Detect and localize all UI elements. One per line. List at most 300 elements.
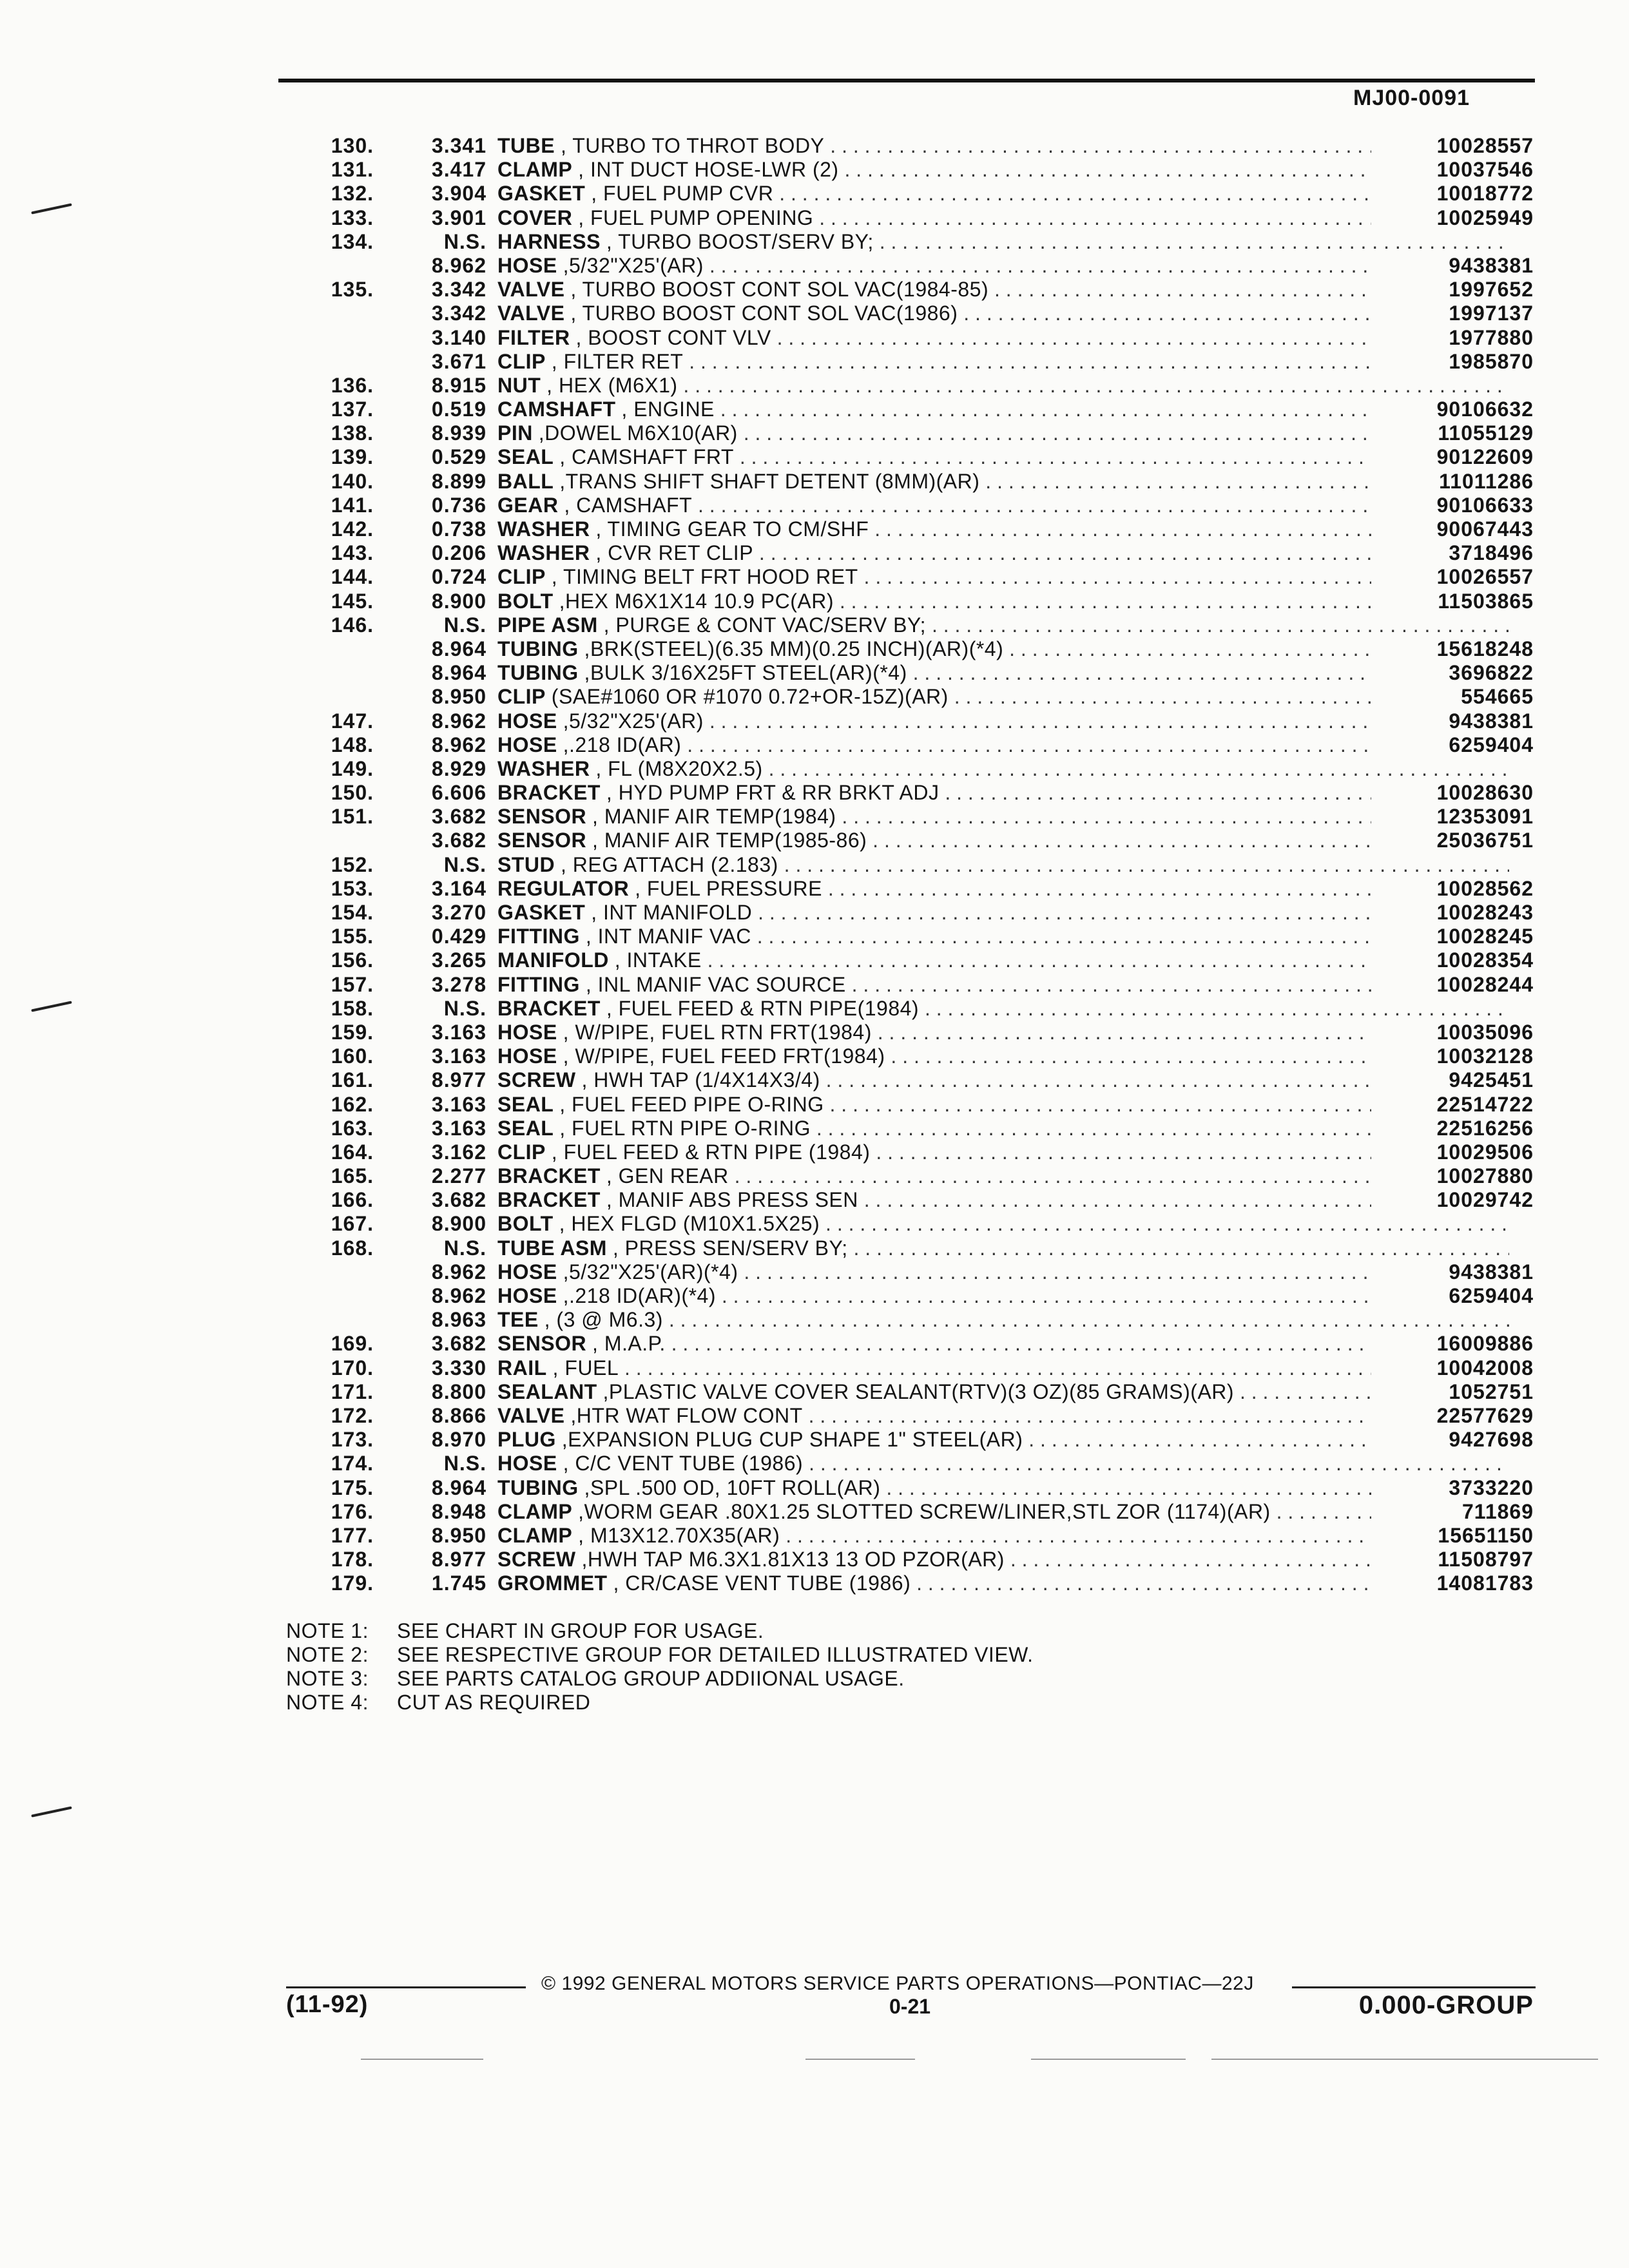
part-name: CLIP	[497, 685, 546, 709]
part-name: HOSE	[497, 1020, 557, 1044]
item-number: 131.	[331, 158, 374, 182]
part-row	[271, 781, 1534, 805]
group-number: 8.962	[431, 253, 487, 277]
part-name: PIPE ASM	[497, 613, 598, 637]
part-name: CLIP	[497, 565, 546, 589]
part-row	[271, 374, 1534, 398]
part-name: WASHER	[497, 756, 590, 780]
item-number: 146.	[331, 613, 374, 637]
part-spec: , CVR RET CLIP	[595, 541, 754, 565]
part-name: HOSE	[497, 1260, 557, 1283]
item-number: 150.	[331, 781, 374, 805]
group-number: 3.342	[431, 278, 487, 302]
part-description	[497, 421, 1509, 445]
note-label: NOTE 2:	[286, 1643, 369, 1666]
part-number: 10026557	[1371, 565, 1534, 589]
part-spec: , CR/CASE VENT TUBE (1986)	[613, 1571, 911, 1595]
item-number: 159.	[331, 1020, 374, 1044]
part-spec: , C/C VENT TUBE (1986)	[563, 1452, 804, 1475]
group-number: 3.904	[431, 182, 487, 206]
part-description	[497, 590, 1509, 613]
part-name: HOSE	[497, 1452, 557, 1475]
item-number: 133.	[331, 206, 374, 229]
part-row	[271, 494, 1534, 517]
item-number: 172.	[331, 1403, 374, 1427]
part-name: CLIP	[497, 349, 546, 373]
part-row	[271, 901, 1534, 925]
part-row	[271, 1236, 1534, 1260]
item-number: 139.	[331, 445, 374, 469]
part-name: SEAL	[497, 445, 554, 469]
part-name: GASKET	[497, 182, 586, 206]
group-number: N.S.	[443, 613, 487, 637]
part-spec: , TURBO BOOST CONT SOL VAC(1986)	[570, 302, 958, 325]
part-name: SEALANT	[497, 1379, 597, 1403]
part-row	[271, 134, 1534, 158]
part-number: 22514722	[1371, 1093, 1534, 1117]
part-description	[497, 326, 1509, 350]
note-line	[286, 1691, 1033, 1715]
part-name: SENSOR	[497, 805, 587, 829]
part-name: TUBE	[497, 134, 555, 157]
part-name: GEAR	[497, 493, 559, 517]
part-row	[271, 182, 1534, 206]
part-row	[271, 1308, 1534, 1332]
part-name: BALL	[497, 469, 554, 493]
item-number: 130.	[331, 134, 374, 157]
part-row	[271, 661, 1534, 685]
part-description	[497, 182, 1509, 206]
part-number: 554665	[1371, 685, 1534, 709]
part-number: 10028243	[1371, 901, 1534, 925]
part-name: PIN	[497, 421, 533, 445]
part-name: COVER	[497, 206, 573, 229]
part-row	[271, 254, 1534, 278]
part-row	[271, 590, 1534, 613]
part-description	[497, 470, 1509, 494]
group-number: 3.278	[431, 972, 487, 996]
group-number: 3.164	[431, 876, 487, 900]
group-number: 3.341	[431, 134, 487, 157]
part-spec: , M13X12.70X35(AR)	[578, 1523, 780, 1547]
part-spec: ,EXPANSION PLUG CUP SHAPE 1" STEEL(AR)	[561, 1428, 1023, 1452]
part-description	[497, 709, 1509, 733]
part-number: 11508797	[1371, 1548, 1534, 1571]
part-spec: ,5/32"X25'(AR)	[563, 253, 704, 277]
item-number: 134.	[331, 229, 374, 253]
item-number: 162.	[331, 1092, 374, 1116]
part-number: 10028562	[1371, 877, 1534, 901]
group-number: 8.962	[431, 709, 487, 733]
note-label: NOTE 3:	[286, 1667, 369, 1690]
part-spec: , FUEL	[552, 1356, 619, 1379]
part-number: 3696822	[1371, 661, 1534, 685]
group-number: 3.671	[431, 349, 487, 373]
part-number: 1997137	[1371, 302, 1534, 325]
part-description	[497, 997, 1509, 1021]
group-number: N.S.	[443, 229, 487, 253]
part-description	[497, 1212, 1509, 1236]
part-row	[271, 1068, 1534, 1092]
part-spec: ,WORM GEAR .80X1.25 SLOTTED SCREW/LINER,STL ZOR (1174)(AR)	[578, 1499, 1271, 1523]
part-name: SENSOR	[497, 829, 587, 852]
note-text: SEE RESPECTIVE GROUP FOR DETAILED ILLUSTRATED VIEW.	[397, 1643, 1034, 1666]
part-spec: , MANIF AIR TEMP(1985-86)	[592, 829, 867, 852]
part-description	[497, 1117, 1509, 1140]
part-description	[497, 1068, 1509, 1092]
group-number: 8.915	[431, 373, 487, 397]
item-number: 132.	[331, 182, 374, 206]
part-number: 90067443	[1371, 517, 1534, 541]
part-row	[271, 1044, 1534, 1068]
part-spec: , HYD PUMP FRT & RR BRKT ADJ	[606, 781, 940, 805]
part-description	[497, 374, 1509, 398]
part-name: WASHER	[497, 541, 590, 565]
part-description	[497, 1476, 1509, 1500]
part-name: HOSE	[497, 709, 557, 733]
part-number: 11503865	[1371, 590, 1534, 613]
part-description	[497, 733, 1509, 757]
part-spec: , FUEL RTN PIPE O-RING	[559, 1116, 811, 1140]
item-number: 169.	[331, 1332, 374, 1356]
part-row	[271, 805, 1534, 829]
part-name: FITTING	[497, 972, 580, 996]
part-spec: , INT MANIF VAC	[585, 925, 751, 948]
part-name: HARNESS	[497, 229, 601, 253]
part-spec: ,HWH TAP M6.3X1.81X13 13 OD PZOR(AR)	[581, 1548, 1005, 1571]
group-number: 8.939	[431, 421, 487, 445]
part-row	[271, 278, 1534, 302]
part-spec: ,BULK 3/16X25FT STEEL(AR)(*4)	[584, 661, 907, 685]
item-number: 161.	[331, 1068, 374, 1092]
note-text: SEE CHART IN GROUP FOR USAGE.	[397, 1619, 764, 1642]
part-name: GASKET	[497, 901, 586, 924]
part-name: VALVE	[497, 302, 565, 325]
part-spec: , HWH TAP (1/4X14X3/4)	[581, 1068, 820, 1092]
part-spec: , TIMING GEAR TO CM/SHF	[595, 517, 869, 541]
part-description	[497, 1500, 1509, 1524]
part-description	[497, 1044, 1509, 1068]
footer-rule	[1292, 1986, 1536, 1988]
group-number: 8.899	[431, 469, 487, 493]
group-number: 8.950	[431, 1523, 487, 1547]
part-number: 15618248	[1371, 637, 1534, 661]
item-number: 148.	[331, 733, 374, 756]
group-number: 3.265	[431, 948, 487, 972]
part-name: BRACKET	[497, 781, 601, 805]
part-description	[497, 877, 1509, 901]
part-spec: , INT DUCT HOSE-LWR (2)	[578, 158, 839, 182]
part-name: BOLT	[497, 1212, 554, 1236]
part-name: FILTER	[497, 325, 570, 349]
parts-list	[271, 134, 1534, 1595]
group-number: 8.964	[431, 1475, 487, 1499]
part-row	[271, 565, 1534, 589]
part-number: 25036751	[1371, 829, 1534, 852]
part-row	[271, 829, 1534, 852]
part-number: 90106632	[1371, 398, 1534, 421]
part-number: 9427698	[1371, 1428, 1534, 1452]
date-code: (11-92)	[286, 1991, 369, 2018]
item-number: 142.	[331, 517, 374, 541]
part-description	[497, 278, 1509, 302]
part-spec: , W/PIPE, FUEL RTN FRT(1984)	[563, 1020, 872, 1044]
group-number: 8.929	[431, 756, 487, 780]
group-number: 8.962	[431, 1260, 487, 1283]
part-number: 10035096	[1371, 1021, 1534, 1044]
part-description	[497, 613, 1509, 637]
part-description	[497, 1404, 1509, 1428]
item-number: 138.	[331, 421, 374, 445]
item-number: 171.	[331, 1379, 374, 1403]
part-spec: ,BRK(STEEL)(6.35 MM)(0.25 INCH)(AR)(*4)	[584, 637, 1004, 660]
part-name: SEAL	[497, 1116, 554, 1140]
group-number: 2.277	[431, 1164, 487, 1188]
item-number: 156.	[331, 948, 374, 972]
part-spec: , TURBO TO THROT BODY	[561, 134, 825, 157]
part-spec: , BOOST CONT VLV	[575, 325, 771, 349]
margin-mark	[31, 1001, 72, 1012]
part-number: 15651150	[1371, 1524, 1534, 1548]
item-number: 160.	[331, 1044, 374, 1068]
part-row	[271, 1428, 1534, 1452]
part-row	[271, 206, 1534, 230]
part-description	[497, 1236, 1509, 1260]
part-spec: , INT MANIFOLD	[591, 901, 753, 924]
margin-mark	[31, 1806, 72, 1817]
document-number: MJ00-0091	[1353, 86, 1470, 110]
part-row	[271, 925, 1534, 948]
part-name: BRACKET	[497, 1164, 601, 1188]
part-name: CLAMP	[497, 158, 573, 182]
group-number: 3.163	[431, 1044, 487, 1068]
part-number: 10028354	[1371, 948, 1534, 972]
group-number: 3.140	[431, 325, 487, 349]
part-description	[497, 1284, 1509, 1308]
part-number: 1977880	[1371, 326, 1534, 350]
part-name: NUT	[497, 373, 541, 397]
part-name: CAMSHAFT	[497, 398, 616, 421]
group-number: 8.977	[431, 1548, 487, 1571]
note-line	[286, 1667, 1033, 1691]
item-number: 163.	[331, 1116, 374, 1140]
group-number: 8.962	[431, 1284, 487, 1307]
part-row	[271, 1380, 1534, 1404]
part-number: 10029742	[1371, 1188, 1534, 1212]
part-spec: , INTAKE	[614, 948, 702, 972]
part-spec: , PURGE & CONT VAC/SERV BY;	[603, 613, 927, 637]
part-number: 10037546	[1371, 158, 1534, 182]
part-spec: , FUEL FEED PIPE O-RING	[559, 1092, 824, 1116]
item-number: 151.	[331, 805, 374, 829]
divider	[361, 2059, 483, 2060]
part-name: HOSE	[497, 253, 557, 277]
item-number: 165.	[331, 1164, 374, 1188]
part-number: 10028630	[1371, 781, 1534, 805]
part-description	[497, 853, 1509, 877]
part-number: 14081783	[1371, 1571, 1534, 1595]
part-row	[271, 997, 1534, 1021]
part-name: WASHER	[497, 517, 590, 541]
group-number: 3.163	[431, 1116, 487, 1140]
group-number: 3.270	[431, 901, 487, 924]
part-description	[497, 925, 1509, 948]
group-number: 8.964	[431, 661, 487, 685]
item-number: 179.	[331, 1571, 374, 1595]
part-spec: (SAE#1060 OR #1070 0.72+OR-15Z)(AR)	[551, 685, 949, 709]
part-number: 10029506	[1371, 1140, 1534, 1164]
part-name: GROMMET	[497, 1571, 608, 1595]
divider	[1211, 2059, 1598, 2060]
part-description	[497, 757, 1509, 781]
part-description	[497, 1021, 1509, 1044]
part-spec: , TIMING BELT FRT HOOD RET	[551, 565, 858, 589]
part-spec: , M.A.P.	[592, 1332, 666, 1356]
part-spec: , MANIF AIR TEMP(1984)	[592, 805, 836, 829]
item-number: 141.	[331, 493, 374, 517]
item-number: 152.	[331, 852, 374, 876]
part-number: 1997652	[1371, 278, 1534, 302]
item-number: 143.	[331, 541, 374, 565]
part-row	[271, 1524, 1534, 1548]
part-number: 11011286	[1371, 470, 1534, 494]
part-row	[271, 230, 1534, 254]
group-number: 8.800	[431, 1379, 487, 1403]
item-number: 147.	[331, 709, 374, 733]
note-line	[286, 1643, 1033, 1667]
part-row	[271, 541, 1534, 565]
part-description	[497, 230, 1509, 254]
part-description	[497, 1140, 1509, 1164]
part-description	[497, 973, 1509, 997]
part-description	[497, 948, 1509, 972]
group-number: 8.900	[431, 589, 487, 613]
part-description	[497, 158, 1509, 182]
part-row	[271, 1404, 1534, 1428]
part-description	[497, 1548, 1509, 1571]
part-name: CLAMP	[497, 1523, 573, 1547]
part-name: SENSOR	[497, 1332, 587, 1356]
part-description	[497, 901, 1509, 925]
part-name: REGULATOR	[497, 876, 630, 900]
part-name: RAIL	[497, 1356, 547, 1379]
part-row	[271, 973, 1534, 997]
part-row	[271, 757, 1534, 781]
part-spec: ,DOWEL M6X10(AR)	[538, 421, 738, 445]
part-name: TUBE ASM	[497, 1236, 607, 1260]
item-number: 174.	[331, 1452, 374, 1475]
part-name: FITTING	[497, 925, 580, 948]
part-spec: ,HTR WAT FLOW CONT	[570, 1403, 803, 1427]
part-spec: , FL (M8X20X2.5)	[595, 756, 763, 780]
group-number: 3.682	[431, 829, 487, 852]
group-number: 0.736	[431, 493, 487, 517]
part-row	[271, 853, 1534, 877]
part-number: 9425451	[1371, 1068, 1534, 1092]
divider	[1031, 2059, 1186, 2060]
part-description	[497, 350, 1509, 374]
page-number: 0-21	[889, 1995, 931, 2018]
part-spec: , CAMSHAFT	[564, 493, 693, 517]
part-spec: ,.218 ID(AR)(*4)	[563, 1284, 716, 1307]
group-number: 0.206	[431, 541, 487, 565]
group-number: 0.519	[431, 398, 487, 421]
part-spec: ,TRANS SHIFT SHAFT DETENT (8MM)(AR)	[559, 469, 980, 493]
part-description	[497, 254, 1509, 278]
part-description	[497, 829, 1509, 852]
part-number: 10028245	[1371, 925, 1534, 948]
part-row	[271, 1093, 1534, 1117]
group-number: N.S.	[443, 996, 487, 1020]
margin-mark	[31, 203, 72, 214]
part-description	[497, 517, 1509, 541]
part-name: TUBING	[497, 637, 579, 660]
part-number: 9438381	[1371, 1260, 1534, 1284]
part-spec: , ENGINE	[621, 398, 715, 421]
item-number: 137.	[331, 398, 374, 421]
group-number: 3.330	[431, 1356, 487, 1379]
group-number: 3.682	[431, 1332, 487, 1356]
note-label: NOTE 1:	[286, 1619, 369, 1642]
note-text: SEE PARTS CATALOG GROUP ADDIIONAL USAGE.	[397, 1667, 905, 1690]
part-row	[271, 421, 1534, 445]
part-row	[271, 733, 1534, 757]
part-description	[497, 445, 1509, 469]
notes-section	[286, 1619, 1033, 1715]
part-spec: , TURBO BOOST CONT SOL VAC(1984-85)	[570, 278, 989, 302]
item-number: 166.	[331, 1188, 374, 1212]
part-row	[271, 1500, 1534, 1524]
footer-rule	[286, 1986, 526, 1988]
part-number: 3718496	[1371, 541, 1534, 565]
item-number: 136.	[331, 373, 374, 397]
part-row	[271, 302, 1534, 325]
part-spec: , W/PIPE, FUEL FEED FRT(1984)	[563, 1044, 885, 1068]
group-number: 1.745	[431, 1571, 487, 1595]
part-number: 6259404	[1371, 1284, 1534, 1308]
part-name: TUBING	[497, 1475, 579, 1499]
part-spec: , FUEL PUMP OPENING	[578, 206, 814, 229]
item-number: 153.	[331, 876, 374, 900]
part-row	[271, 709, 1534, 733]
part-spec: , TURBO BOOST/SERV BY;	[606, 229, 874, 253]
item-number: 154.	[331, 901, 374, 924]
part-name: SEAL	[497, 1092, 554, 1116]
part-number: 22516256	[1371, 1117, 1534, 1140]
part-description	[497, 206, 1509, 230]
group-number: 3.342	[431, 302, 487, 325]
part-name: STUD	[497, 852, 555, 876]
part-number: 3733220	[1371, 1476, 1534, 1500]
part-description	[497, 1164, 1509, 1188]
part-row	[271, 445, 1534, 469]
part-description	[497, 661, 1509, 685]
copyright-line: © 1992 GENERAL MOTORS SERVICE PARTS OPERATIONS—PONTIAC—22J	[541, 1973, 1254, 1994]
part-spec: , CAMSHAFT FRT	[559, 445, 734, 469]
part-row	[271, 1212, 1534, 1236]
part-number: 6259404	[1371, 733, 1534, 757]
group-number: 8.950	[431, 685, 487, 709]
part-description	[497, 637, 1509, 661]
part-name: HOSE	[497, 1284, 557, 1307]
group-number: 0.738	[431, 517, 487, 541]
group-number: N.S.	[443, 1236, 487, 1260]
part-number: 11055129	[1371, 421, 1534, 445]
part-number: 711869	[1371, 1500, 1534, 1524]
item-number: 145.	[331, 589, 374, 613]
item-number: 177.	[331, 1523, 374, 1547]
part-number: 10028244	[1371, 973, 1534, 997]
